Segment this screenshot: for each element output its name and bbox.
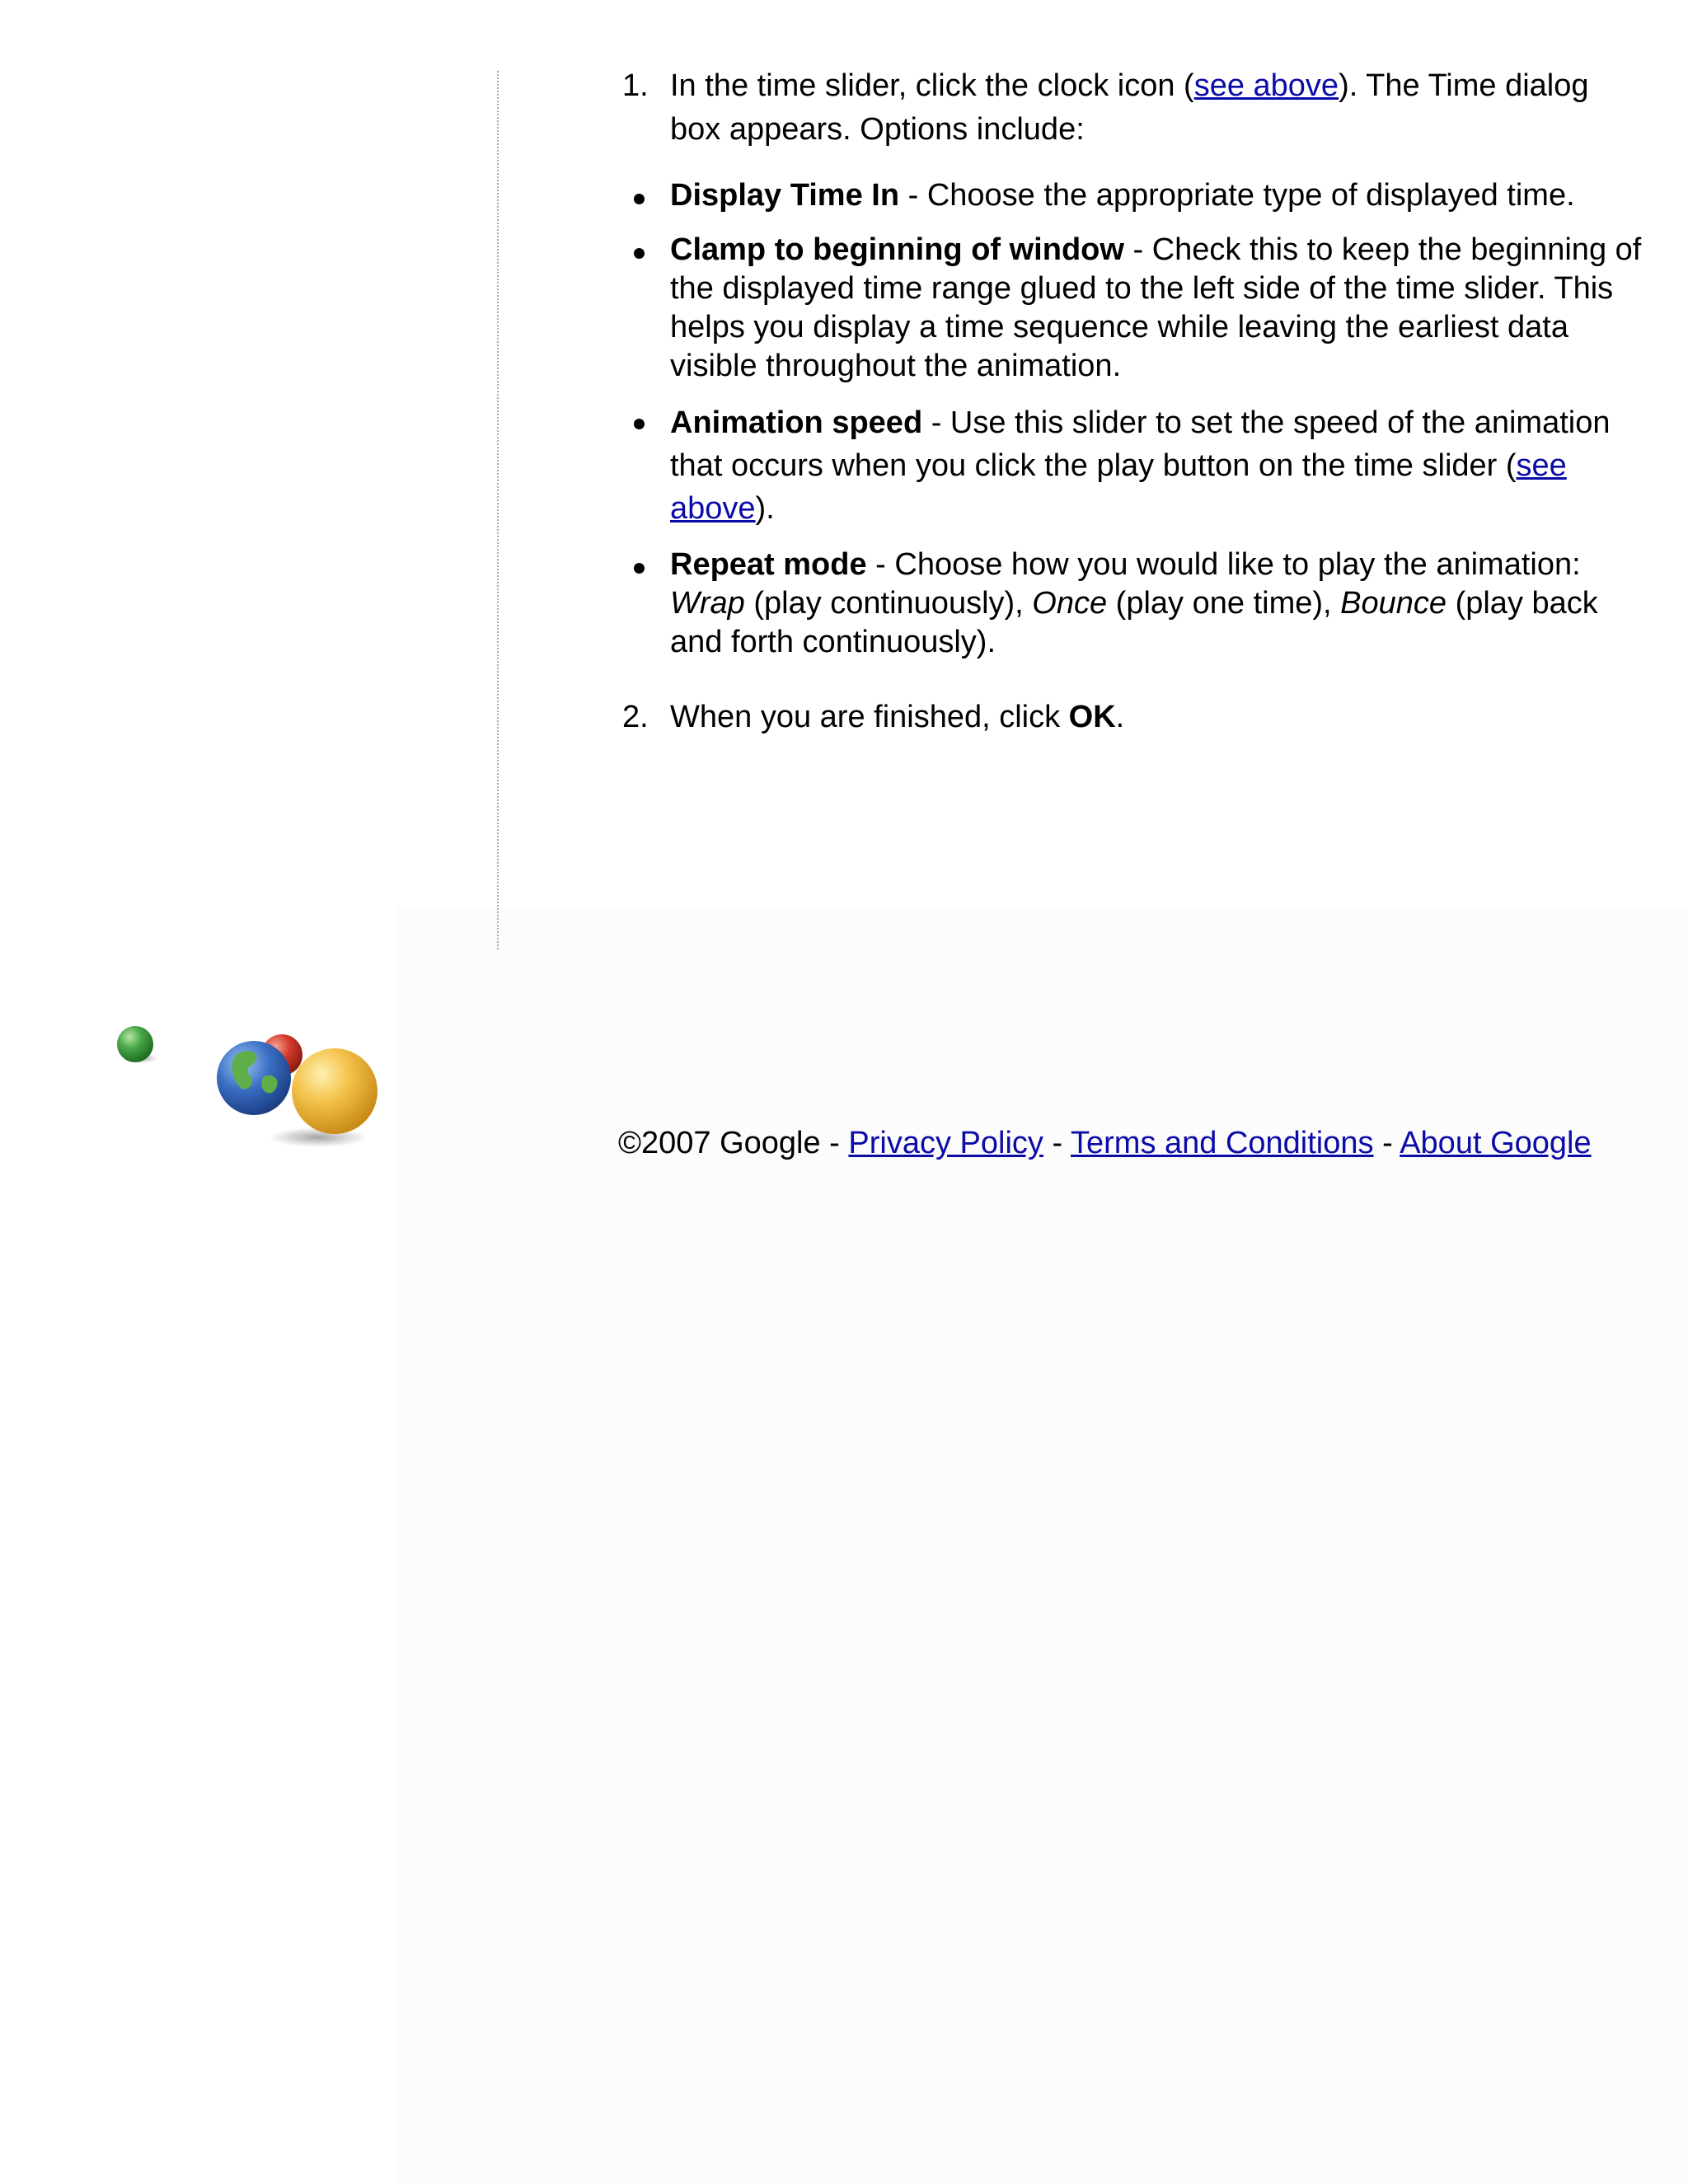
step-text: In the time slider, click the clock icon (	[670, 68, 1194, 103]
step-number: 2.	[622, 700, 649, 734]
ok-label: OK	[1068, 700, 1116, 734]
privacy-policy-link[interactable]: Privacy Policy	[848, 1126, 1043, 1160]
main-content	[622, 64, 1644, 737]
step-text: ). The Time dialog box appears. Options include:	[670, 68, 1589, 147]
google-balls-globe-logo	[112, 1019, 392, 1151]
step-text-end: .	[1115, 700, 1125, 734]
terms-and-conditions-link[interactable]: Terms and Conditions	[1071, 1126, 1374, 1160]
option-description: - Choose the appropriate type of displayed time.	[899, 178, 1575, 213]
copyright-text: ©2007 Google -	[618, 1126, 849, 1160]
step-number: 1.	[622, 68, 649, 103]
bullet-icon	[634, 419, 645, 429]
footer-separator: -	[1043, 1126, 1071, 1160]
yellow-ball-icon	[292, 1048, 377, 1134]
list-item	[622, 176, 1644, 215]
mode-once: Once	[1032, 586, 1108, 621]
option-description: - Check this to keep the beginning of the displayed time range glued to the left side of the time slider. This helps you display a time sequence while leaving the earliest data visible throughout the animation.	[670, 232, 1642, 383]
footer	[618, 1122, 1592, 1164]
options-list	[622, 176, 1644, 662]
option-term: Display Time In	[670, 178, 900, 213]
globe-icon	[217, 1041, 291, 1115]
option-term: Animation speed	[670, 405, 923, 440]
bullet-icon	[634, 563, 645, 574]
green-ball-icon	[117, 1026, 153, 1062]
step-1	[622, 64, 1644, 152]
mode-wrap-desc: (play continuously),	[744, 586, 1033, 621]
list-item	[622, 401, 1644, 530]
list-item	[622, 546, 1644, 662]
mode-bounce-desc: (play back and forth continuously).	[670, 586, 1598, 659]
option-description: - Choose how you would like to play the animation:	[866, 547, 1581, 582]
about-google-link[interactable]: About Google	[1400, 1126, 1592, 1160]
list-item	[622, 231, 1644, 386]
see-above-link[interactable]: see above	[1193, 68, 1339, 103]
footer-separator: -	[1373, 1126, 1400, 1160]
bullet-icon	[634, 194, 645, 204]
mode-wrap: Wrap	[670, 586, 745, 621]
step-2	[622, 698, 1644, 737]
bullet-icon	[634, 248, 645, 259]
mode-bounce: Bounce	[1340, 586, 1447, 621]
option-text: ).	[755, 491, 775, 526]
vertical-divider	[497, 71, 499, 949]
option-description: - Use this slider to set the speed of the animation that occurs when you click the play button on the time slider (	[670, 405, 1611, 483]
option-term: Repeat mode	[670, 547, 867, 582]
step-text: When you are finished, click	[670, 700, 1069, 734]
option-term: Clamp to beginning of window	[670, 232, 1124, 267]
page-background	[396, 907, 1688, 2184]
mode-once-desc: (play one time),	[1107, 586, 1341, 621]
see-above-link[interactable]: see above	[670, 448, 1567, 526]
